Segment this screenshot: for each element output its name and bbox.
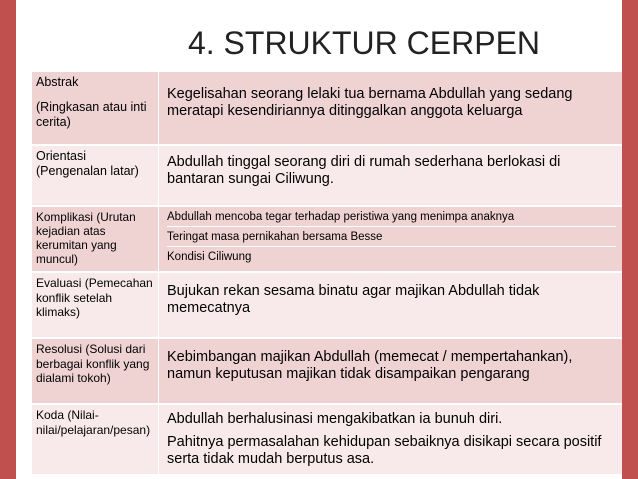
table-row-abstrak [32, 72, 622, 145]
row-content-text: Abdullah mencoba tegar terhadap peristiwa yang menimpa anaknya [167, 211, 515, 223]
row-label [32, 404, 159, 474]
row-content [159, 404, 623, 474]
table-row-komplikasi [32, 206, 622, 272]
row-content-text: Kondisi Ciliwung [167, 251, 252, 263]
row-content-text: Abdullah tinggal seorang diri di rumah sederhana berlokasi di bantaran sungai Ciliwung. [167, 154, 561, 187]
table-row-resolusi [32, 338, 622, 404]
slide-title: 4. STRUKTUR CERPEN [187, 25, 541, 61]
sub-item [167, 207, 616, 226]
row-content [159, 72, 623, 145]
row-content-text: Pahitnya permasalahan kehidupan sebaiknya disikapi secara positif serta tidak mudah berputus asa. [167, 434, 602, 467]
row-content-text: Abdullah berhalusinasi mengakibatkan ia bunuh diri. [167, 411, 503, 427]
row-content [159, 272, 623, 338]
right-accent-bar [622, 0, 638, 479]
table-row-koda [32, 404, 622, 474]
row-content [159, 338, 623, 404]
row-label [32, 72, 159, 145]
sub-item [167, 226, 616, 246]
row-content-text: Bujukan rekan sesama binatu agar majikan Abdullah tidak memecatnya [167, 283, 540, 316]
row-content [159, 206, 623, 272]
sub-item [167, 246, 616, 266]
table-row-evaluasi [32, 272, 622, 338]
row-content [159, 145, 623, 206]
row-content-text: Kegelisahan seorang lelaki tua bernama Abdullah yang sedang meratapi kesendiriannya ditinggalkan anggota keluarga [167, 86, 573, 119]
row-label [32, 206, 159, 272]
left-accent-bar [0, 0, 16, 479]
row-label [32, 338, 159, 404]
row-label-text: Evaluasi (Pemecahan konflik setelah klimaks) [36, 276, 153, 319]
row-label-text: Koda (Nilai-nilai/pelajaran/pesan) [36, 408, 151, 437]
row-label-text: Abstrak [36, 75, 79, 89]
structure-table [32, 72, 622, 474]
row-label-text: Resolusi (Solusi dari berbagai konflik yang dialami tokoh) [36, 342, 150, 385]
row-label [32, 272, 159, 338]
row-label-subtext: (Ringkasan atau inti cerita) [36, 100, 147, 129]
row-label-text: Komplikasi (Urutan kejadian atas kerumitan yang muncul) [36, 210, 136, 266]
row-content-text: Kebimbangan majikan Abdullah (memecat / mempertahankan), namun keputusan majikan tidak disampaikan pengarang [167, 349, 573, 382]
row-label-text: Orientasi (Pengenalan latar) [36, 149, 139, 178]
row-content-text: Teringat masa pernikahan bersama Besse [167, 231, 383, 243]
row-label [32, 145, 159, 206]
table-row-orientasi [32, 145, 622, 206]
